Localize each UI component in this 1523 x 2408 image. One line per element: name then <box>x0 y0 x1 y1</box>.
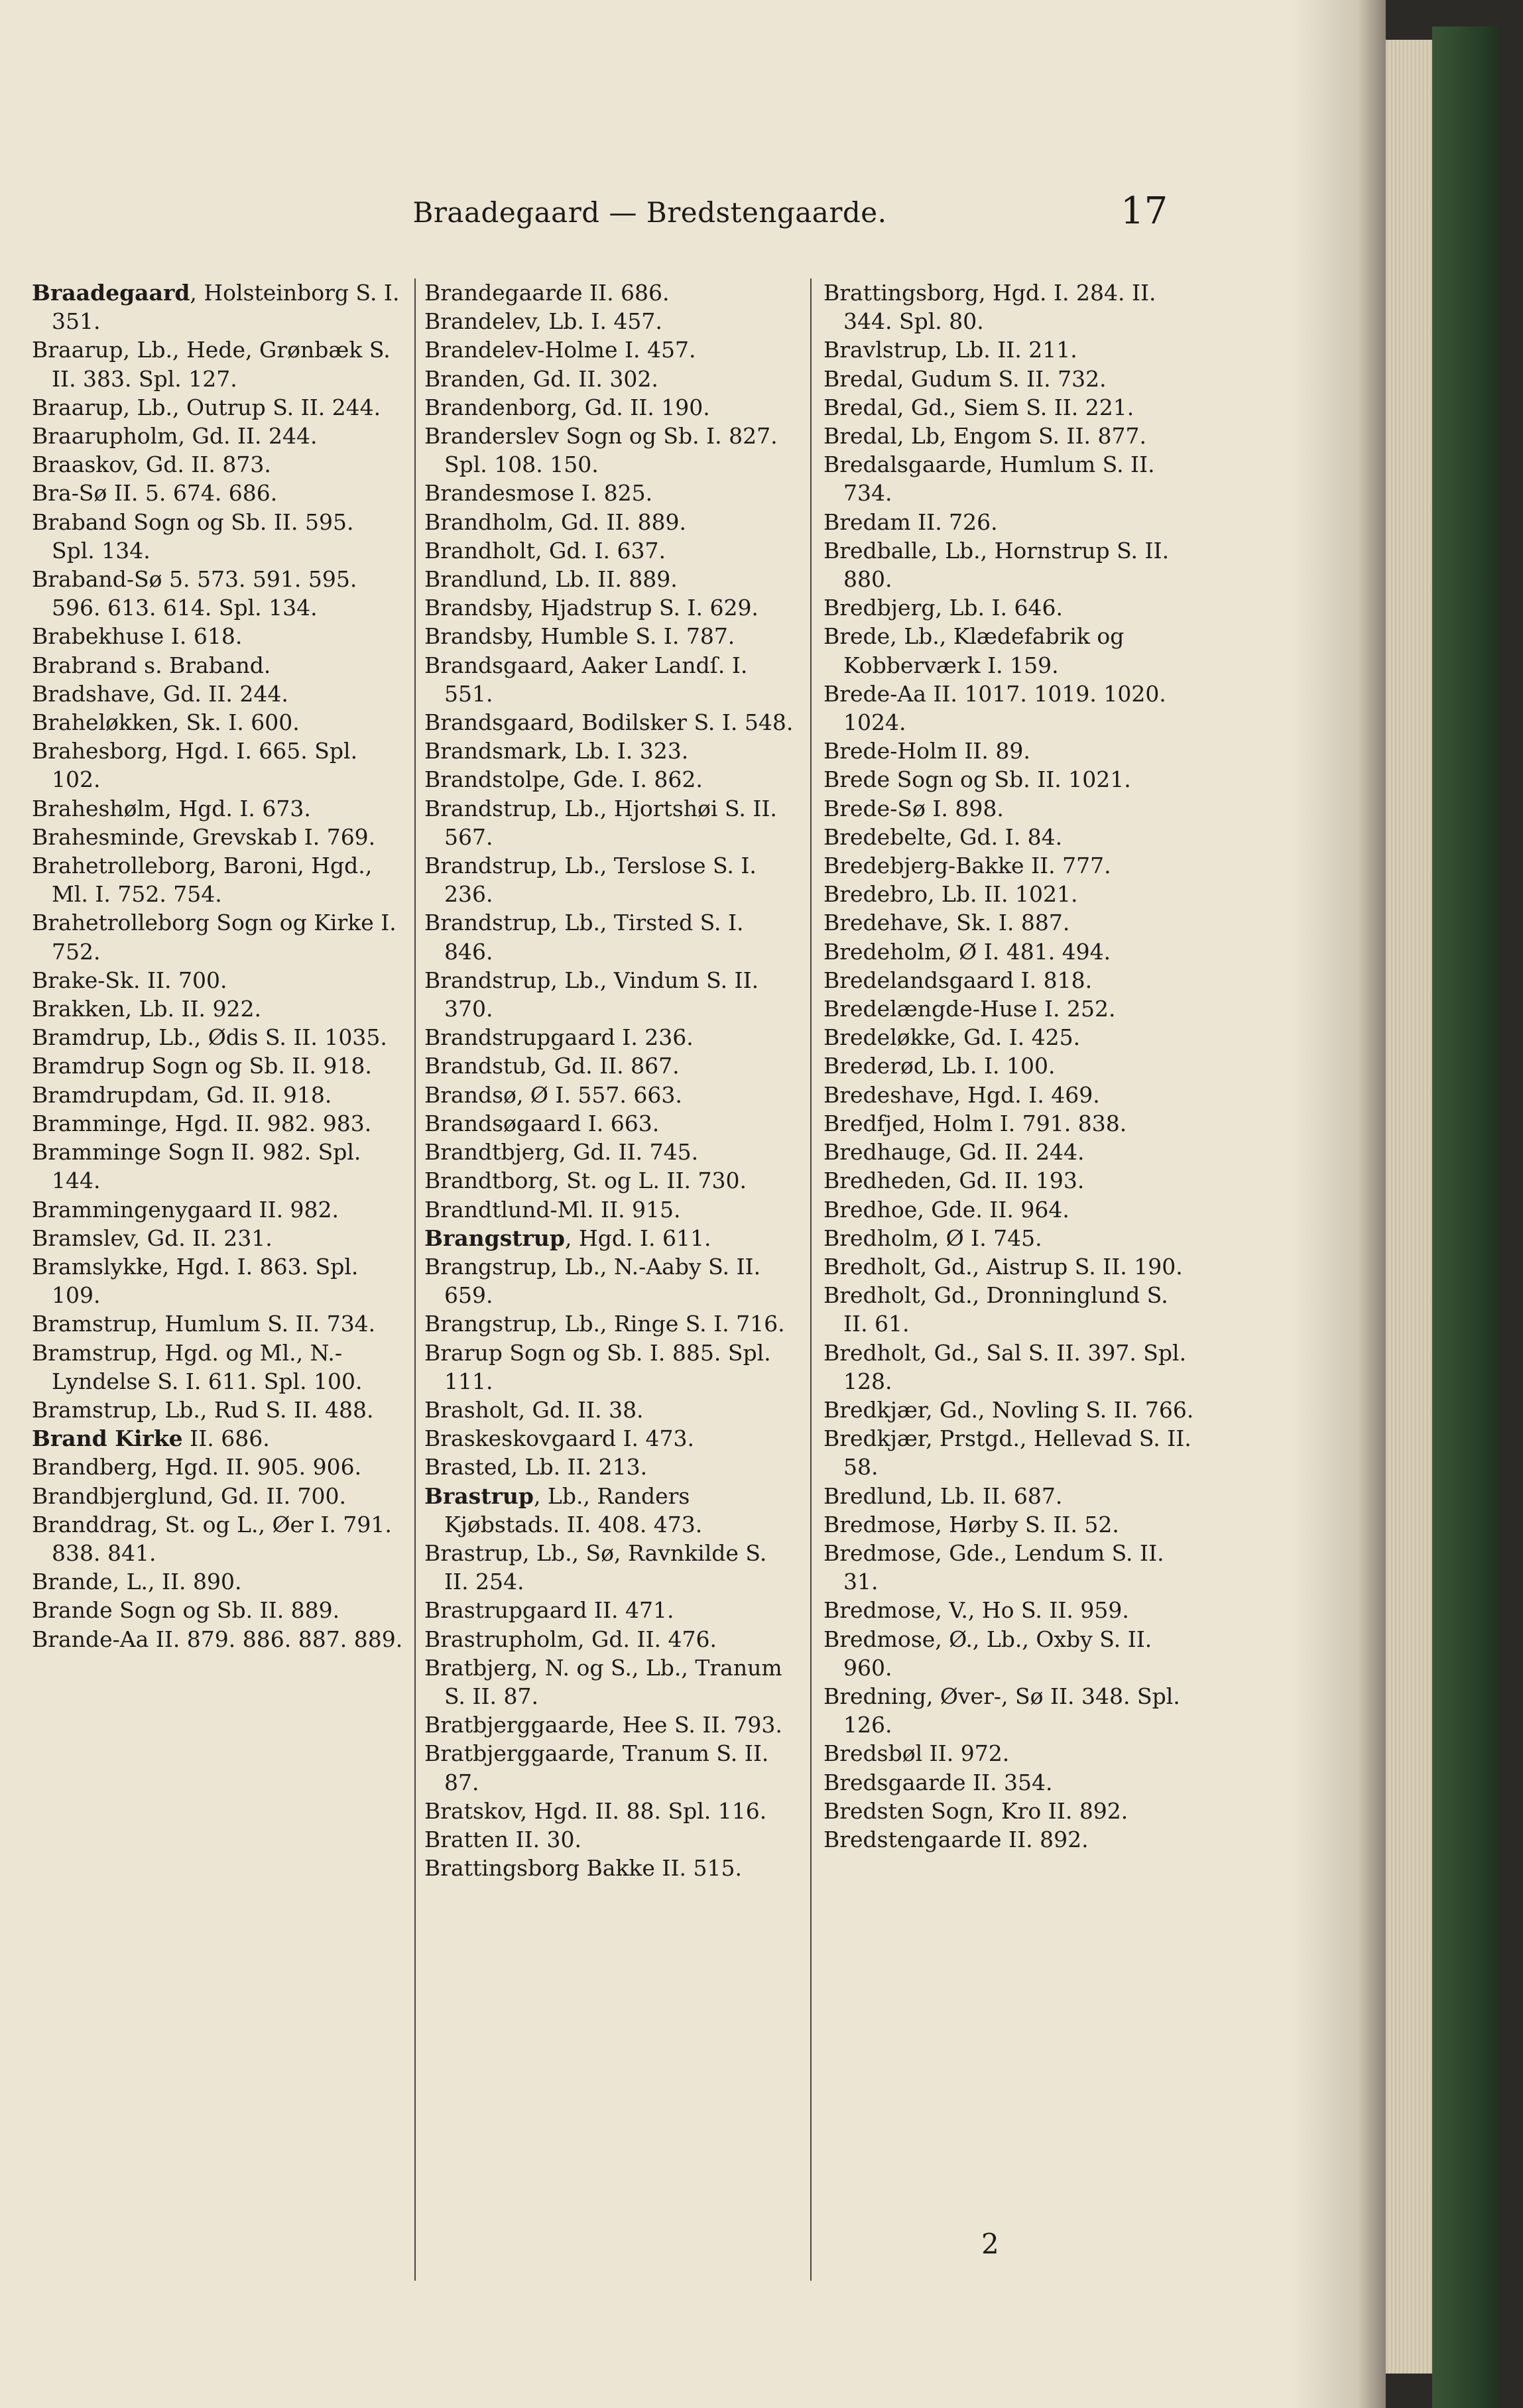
index-entry <box>32 508 403 565</box>
index-entry <box>823 737 1195 765</box>
entry-text: Braheshølm, Hgd. I. 673. <box>32 795 311 821</box>
index-entry <box>32 393 403 422</box>
index-entry <box>32 335 403 392</box>
entry-text: Brangstrup, Lb., N.-Aaby S. II. 659. <box>424 1253 761 1309</box>
entry-text: Bredholt, Gd., Dronninglund S. II. 61. <box>823 1282 1168 1337</box>
index-entry <box>424 1109 796 1138</box>
entry-text: Brandenborg, Gd. II. 190. <box>424 394 710 420</box>
entry-text: Bramminge, Hgd. II. 982. 983. <box>32 1110 372 1136</box>
index-entry <box>32 450 403 479</box>
entry-text: Branderslev Sogn og Sb. I. 827. Spl. 108. 150. <box>424 423 778 478</box>
entry-text: Braaskov, Gd. II. 873. <box>32 452 271 478</box>
index-entry <box>32 1596 403 1624</box>
entry-text: Brandsby, Humble S. I. 787. <box>424 623 735 650</box>
index-entry <box>32 908 403 965</box>
entry-text: Brakken, Lb. II. 922. <box>32 996 262 1022</box>
index-entry <box>424 565 796 593</box>
index-entry <box>823 622 1195 679</box>
index-entry <box>424 479 796 507</box>
index-entry <box>424 536 796 565</box>
entry-headword: Brand Kirke <box>32 1425 183 1452</box>
entry-headword: Brastrup <box>424 1482 534 1509</box>
entry-text: Bredebelte, Gd. I. 84. <box>823 823 1063 850</box>
entry-text: Brandstub, Gd. II. 867. <box>424 1053 680 1079</box>
entry-text: Bratten II. 30. <box>424 1826 582 1852</box>
index-entry <box>823 1023 1195 1052</box>
entry-text: Bredkjær, Gd., Novling S. II. 766. <box>823 1396 1194 1423</box>
index-entry <box>32 1023 403 1052</box>
entry-text: Bredkjær, Prstgd., Hellevad S. II. 58. <box>823 1425 1191 1480</box>
entry-text: Bredalsgaarde, Humlum S. II. 734. <box>823 452 1155 507</box>
index-entry <box>823 1195 1195 1224</box>
entry-text: Brandstrup, Lb., Terslose S. I. 236. <box>424 853 757 908</box>
entry-text: II. 686. <box>182 1425 270 1452</box>
index-entry <box>823 1482 1195 1510</box>
page-block-edge <box>1386 40 1432 2374</box>
entry-text: Bredfjed, Holm I. 791. 838. <box>823 1110 1127 1136</box>
index-entry <box>424 1539 796 1596</box>
index-entry <box>424 335 796 364</box>
page-number: 17 <box>1121 190 1168 233</box>
entry-text: Brandelev-Holme I. 457. <box>424 337 696 363</box>
index-entry <box>32 680 403 708</box>
index-entry <box>32 1510 403 1567</box>
index-entry <box>424 1166 796 1195</box>
entry-text: Bredmose, V., Ho S. II. 959. <box>823 1597 1129 1624</box>
entry-text: Bramdrup Sogn og Sb. II. 918. <box>32 1053 372 1079</box>
index-entry <box>823 508 1195 536</box>
index-entry <box>424 651 796 708</box>
index-entry <box>424 1625 796 1654</box>
entry-text: Bredeholm, Ø I. 481. 494. <box>823 938 1111 965</box>
entry-text: , Hgd. I. 611. <box>565 1225 711 1251</box>
column-rule <box>414 278 416 2281</box>
entry-text: Bredehave, Sk. I. 887. <box>823 910 1070 936</box>
index-entry <box>823 1682 1195 1739</box>
entry-text: Braheløkken, Sk. I. 600. <box>32 709 300 736</box>
index-entry <box>823 335 1195 364</box>
entry-text: , Holsteinborg S. I. 351. <box>52 280 400 335</box>
index-entry <box>424 794 796 851</box>
entry-text: Bredsbøl II. 972. <box>823 1740 1010 1767</box>
entry-text: Branddrag, St. og L., Øer I. 791. 838. 841. <box>32 1511 392 1566</box>
index-entry <box>823 1138 1195 1166</box>
index-entry <box>823 1539 1195 1596</box>
index-entry <box>823 393 1195 422</box>
entry-text: Brandtlund-Ml. II. 915. <box>424 1196 681 1223</box>
index-entry <box>424 593 796 622</box>
entry-text: Brastrup, Lb., Sø, Ravnkilde S. II. 254. <box>424 1539 767 1595</box>
entry-text: Braband Sogn og Sb. II. 595. Spl. 134. <box>32 509 354 564</box>
entry-text: Brede-Sø I. 898. <box>823 795 1004 821</box>
index-entry <box>823 1281 1195 1338</box>
index-entry <box>424 307 796 335</box>
page-edge-shadow <box>1293 0 1386 2408</box>
entry-text: Bredballe, Lb., Hornstrup S. II. 880. <box>823 537 1170 593</box>
entry-text: Brastrupgaard II. 471. <box>424 1597 674 1624</box>
index-entry <box>823 1596 1195 1624</box>
entry-text: Brahesminde, Grevskab I. 769. <box>32 823 376 850</box>
entry-text: Bramstrup, Lb., Rud S. II. 488. <box>32 1396 374 1423</box>
entry-text: Bredelængde-Huse I. 252. <box>823 996 1116 1022</box>
entry-text: Bredning, Øver-, Sø II. 348. Spl. 126. <box>823 1683 1180 1738</box>
entry-text: Brandstrup, Lb., Hjortshøi S. II. 567. <box>424 795 777 850</box>
index-entry <box>32 1482 403 1510</box>
index-entry <box>823 422 1195 450</box>
entry-text: Bramslev, Gd. II. 231. <box>32 1225 273 1251</box>
index-entry <box>32 1424 403 1453</box>
entry-text: Bratbjerg, N. og S., Lb., Tranum S. II. 87. <box>424 1654 782 1709</box>
index-entry <box>424 1596 796 1624</box>
entry-text: Bredheden, Gd. II. 193. <box>823 1168 1085 1194</box>
running-head: Braadegaard — Bredstengaarde. <box>412 196 887 229</box>
entry-text: Brastrupholm, Gd. II. 476. <box>424 1626 717 1652</box>
entry-text: Bredstengaarde II. 892. <box>823 1826 1089 1852</box>
index-entry <box>424 1453 796 1481</box>
index-entry <box>823 880 1195 908</box>
entry-text: Bratbjerggaarde, Hee S. II. 793. <box>424 1712 782 1738</box>
entry-text: Brahesborg, Hgd. I. 665. Spl. 102. <box>32 738 358 793</box>
entry-text: Brammingenygaard II. 982. <box>32 1196 339 1223</box>
entry-text: Bredlund, Lb. II. 687. <box>823 1482 1063 1509</box>
entry-text: Brattingsborg, Hgd. I. 284. II. 344. Spl. 80. <box>823 280 1156 335</box>
index-entry <box>424 365 796 393</box>
entry-text: Brandstrup, Lb., Tirsted S. I. 846. <box>424 910 744 965</box>
index-entry <box>424 508 796 536</box>
entry-text: Bredeløkke, Gd. I. 425. <box>823 1024 1081 1051</box>
index-entry <box>424 422 796 479</box>
index-entry <box>32 622 403 650</box>
index-entry <box>424 1023 796 1052</box>
entry-text: Bredeshave, Hgd. I. 469. <box>823 1081 1100 1108</box>
entry-text: Brandbjerglund, Gd. II. 700. <box>32 1482 347 1509</box>
entry-text: Bredmose, Hørby S. II. 52. <box>823 1511 1119 1537</box>
index-entry <box>823 365 1195 393</box>
entry-text: Brande-Aa II. 879. 886. 887. 889. <box>32 1626 403 1652</box>
entry-text: Bredholt, Gd., Aistrup S. II. 190. <box>823 1253 1183 1280</box>
entry-text: Brandstrupgaard I. 236. <box>424 1024 694 1051</box>
entry-text: Brabrand s. Braband. <box>32 652 271 678</box>
index-entry <box>424 1825 796 1854</box>
entry-text: Bredebro, Lb. II. 1021. <box>823 881 1078 908</box>
entry-text: Brarup Sogn og Sb. I. 885. Spl. 111. <box>424 1339 771 1394</box>
entry-text: Braband-Sø 5. 573. 591. 595. 596. 613. 614. Spl. 134. <box>32 566 357 621</box>
index-entry <box>823 593 1195 622</box>
entry-text: Bredholm, Ø I. 745. <box>823 1225 1042 1251</box>
entry-text: Brandelev, Lb. I. 457. <box>424 308 662 335</box>
index-entry <box>823 278 1195 335</box>
index-entry <box>32 1339 403 1396</box>
index-entry <box>424 1195 796 1224</box>
entry-text: Brabekhuse I. 618. <box>32 623 243 650</box>
index-entry <box>424 708 796 737</box>
entry-text: Bra-Sø II. 5. 674. 686. <box>32 480 278 507</box>
entry-text: Bredsgaarde II. 354. <box>823 1769 1053 1795</box>
entry-headword: Braadegaard <box>32 280 190 306</box>
index-entry <box>32 479 403 507</box>
index-entry <box>32 1224 403 1252</box>
index-entry <box>32 651 403 680</box>
index-entry <box>424 1739 796 1796</box>
index-entry <box>823 966 1195 994</box>
index-entry <box>823 823 1195 851</box>
entry-text: Bredal, Gd., Siem S. II. 221. <box>823 394 1134 420</box>
index-column-2 <box>424 278 796 1882</box>
entry-text: Bramstrup, Hgd. og Ml., N.-Lyndelse S. I. 611. Spl. 100. <box>32 1339 363 1394</box>
entry-text: Bramminge Sogn II. 982. Spl. 144. <box>32 1139 361 1194</box>
entry-text: Brasted, Lb. II. 213. <box>424 1454 648 1480</box>
entry-text: Brandsmark, Lb. I. 323. <box>424 738 689 764</box>
index-entry <box>823 1424 1195 1481</box>
entry-text: Brahetrolleborg Sogn og Kirke I. 752. <box>32 910 396 965</box>
entry-text: Brandsø, Ø I. 557. 663. <box>424 1081 682 1108</box>
entry-text: Braarup, Lb., Hede, Grønbæk S. II. 383. Spl. 127. <box>32 337 391 392</box>
entry-text: Bredelandsgaard I. 818. <box>823 967 1093 993</box>
index-entry <box>823 680 1195 737</box>
index-entry <box>32 994 403 1023</box>
index-entry <box>32 565 403 622</box>
index-entry <box>823 450 1195 507</box>
index-entry <box>32 278 403 335</box>
index-entry <box>32 1052 403 1080</box>
index-entry <box>424 1309 796 1338</box>
index-column-3 <box>823 278 1195 1854</box>
index-entry <box>823 1825 1195 1854</box>
index-entry <box>823 908 1195 937</box>
entry-text: Brederød, Lb. I. 100. <box>823 1053 1056 1079</box>
entry-text: Brande Sogn og Sb. II. 889. <box>32 1597 340 1624</box>
entry-text: Bredholt, Gd., Sal S. II. 397. Spl. 128. <box>823 1339 1187 1394</box>
entry-text: Bramdrupdam, Gd. II. 918. <box>32 1081 332 1108</box>
index-entry <box>823 536 1195 593</box>
entry-text: Bredal, Gudum S. II. 732. <box>823 365 1107 392</box>
index-entry <box>823 1081 1195 1109</box>
index-entry <box>32 708 403 737</box>
index-entry <box>32 823 403 851</box>
index-entry <box>32 1309 403 1338</box>
entry-text: Braskeskovgaard I. 473. <box>424 1425 694 1452</box>
entry-text: Brandstrup, Lb., Vindum S. II. 370. <box>424 967 759 1022</box>
index-entry <box>823 765 1195 794</box>
index-entry <box>424 1482 796 1539</box>
index-entry <box>32 966 403 994</box>
index-entry <box>823 1339 1195 1396</box>
index-entry <box>424 278 796 307</box>
entry-text: Brake-Sk. II. 700. <box>32 967 227 993</box>
entry-text: Brandegaarde II. 686. <box>424 280 670 306</box>
entry-text: Bratbjerggaarde, Tranum S. II. 87. <box>424 1740 769 1795</box>
index-entry <box>32 737 403 794</box>
entry-text: Bredal, Lb, Engom S. II. 877. <box>823 423 1146 450</box>
index-column-1 <box>32 278 403 1654</box>
index-entry <box>823 1797 1195 1825</box>
index-entry <box>32 1453 403 1481</box>
entry-text: Brandesmose I. 825. <box>424 480 653 507</box>
entry-text: Bratskov, Hgd. II. 88. Spl. 116. <box>424 1797 767 1824</box>
index-entry <box>823 1224 1195 1252</box>
index-entry <box>32 1625 403 1654</box>
index-entry <box>823 994 1195 1023</box>
index-entry <box>823 1739 1195 1768</box>
entry-text: Brasholt, Gd. II. 38. <box>424 1396 644 1423</box>
entry-text: Brandholm, Gd. II. 889. <box>424 509 687 535</box>
entry-text: Brandsby, Hjadstrup S. I. 629. <box>424 595 759 621</box>
index-entry <box>424 908 796 965</box>
index-entry <box>424 966 796 1023</box>
signature-mark: 2 <box>981 2228 999 2260</box>
entry-text: Brangstrup, Lb., Ringe S. I. 716. <box>424 1311 785 1337</box>
index-entry <box>32 794 403 823</box>
index-entry <box>424 1081 796 1109</box>
entry-text: Brandberg, Hgd. II. 905. 906. <box>32 1454 362 1480</box>
entry-text: Bradshave, Gd. II. 244. <box>32 680 288 707</box>
entry-text: Bredhauge, Gd. II. 244. <box>823 1139 1085 1166</box>
book-cover <box>1432 27 1498 2408</box>
entry-text: Brandlund, Lb. II. 889. <box>424 566 678 593</box>
entry-text: Bredsten Sogn, Kro II. 892. <box>823 1797 1128 1824</box>
index-entry <box>823 1396 1195 1424</box>
index-entry <box>424 765 796 794</box>
index-entry <box>424 851 796 908</box>
entry-text: Brandsgaard, Bodilsker S. I. 548. <box>424 709 794 736</box>
entry-text: Bredbjerg, Lb. I. 646. <box>823 595 1063 621</box>
index-entry <box>823 1109 1195 1138</box>
index-entry <box>32 1252 403 1309</box>
index-entry <box>424 737 796 765</box>
entry-text: Brede-Holm II. 89. <box>823 738 1030 764</box>
index-entry <box>424 1711 796 1739</box>
index-entry <box>424 1396 796 1424</box>
index-entry <box>424 1138 796 1166</box>
entry-text: Branden, Gd. II. 302. <box>424 365 658 392</box>
index-entry <box>424 1424 796 1453</box>
entry-text: Brandtborg, St. og L. II. 730. <box>424 1168 747 1194</box>
index-entry <box>32 1109 403 1138</box>
index-entry <box>32 1396 403 1424</box>
index-entry <box>823 1166 1195 1195</box>
entry-text: Bredmose, Ø., Lb., Oxby S. II. 960. <box>823 1626 1152 1681</box>
index-entry <box>32 1138 403 1195</box>
entry-text: Brandsgaard, Aaker Landſ. I. 551. <box>424 652 748 707</box>
index-entry <box>823 1252 1195 1281</box>
entry-text: Bramstrup, Humlum S. II. 734. <box>32 1311 376 1337</box>
index-entry <box>424 1252 796 1309</box>
entry-text: Bredhoe, Gde. II. 964. <box>823 1196 1069 1223</box>
entry-text: Brede, Lb., Klædefabrik og Kobberværk I. 159. <box>823 623 1125 678</box>
entry-text: Bredebjerg-Bakke II. 777. <box>823 853 1111 879</box>
index-entry <box>823 1625 1195 1682</box>
entry-text: Bravlstrup, Lb. II. 211. <box>823 337 1077 363</box>
entry-text: Brattingsborg Bakke II. 515. <box>424 1855 742 1882</box>
entry-text: Bramslykke, Hgd. I. 863. Spl. 109. <box>32 1253 359 1309</box>
index-entry <box>424 1052 796 1080</box>
entry-headword: Brangstrup <box>424 1225 566 1251</box>
entry-text: Brede Sogn og Sb. II. 1021. <box>823 766 1131 793</box>
index-entry <box>823 1768 1195 1797</box>
entry-text: Brandstolpe, Gde. I. 862. <box>424 766 703 793</box>
entry-text: , Lb., Randers Kjøbstads. II. 408. 473. <box>444 1482 703 1537</box>
index-entry <box>424 622 796 650</box>
index-entry <box>424 393 796 422</box>
index-entry <box>424 1797 796 1825</box>
entry-text: Bramdrup, Lb., Ødis S. II. 1035. <box>32 1024 387 1051</box>
entry-text: Brande, L., II. 890. <box>32 1569 242 1595</box>
index-entry <box>424 1224 796 1252</box>
entry-text: Brahetrolleborg, Baroni, Hgd., Ml. I. 752. 754. <box>32 853 373 908</box>
entry-text: Brede-Aa II. 1017. 1019. 1020. 1024. <box>823 680 1166 736</box>
index-entry <box>424 1339 796 1396</box>
entry-text: Brandholt, Gd. I. 637. <box>424 537 666 564</box>
index-entry <box>32 1567 403 1596</box>
index-entry <box>823 851 1195 880</box>
index-entry <box>823 1510 1195 1539</box>
index-entry <box>32 851 403 908</box>
index-entry <box>424 1654 796 1711</box>
index-entry <box>823 1052 1195 1080</box>
index-entry <box>823 794 1195 823</box>
entry-text: Brandtbjerg, Gd. II. 745. <box>424 1139 699 1166</box>
entry-text: Bredam II. 726. <box>823 509 998 535</box>
index-entry <box>32 1195 403 1224</box>
entry-text: Braarup, Lb., Outrup S. II. 244. <box>32 394 381 420</box>
column-rule <box>810 278 812 2281</box>
index-entry <box>32 422 403 450</box>
entry-text: Braarupholm, Gd. II. 244. <box>32 423 318 450</box>
entry-text: Brandsøgaard I. 663. <box>424 1110 660 1136</box>
index-entry <box>32 1081 403 1109</box>
index-entry <box>424 1854 796 1882</box>
index-entry <box>823 937 1195 966</box>
entry-text: Bredmose, Gde., Lendum S. II. 31. <box>823 1539 1164 1595</box>
